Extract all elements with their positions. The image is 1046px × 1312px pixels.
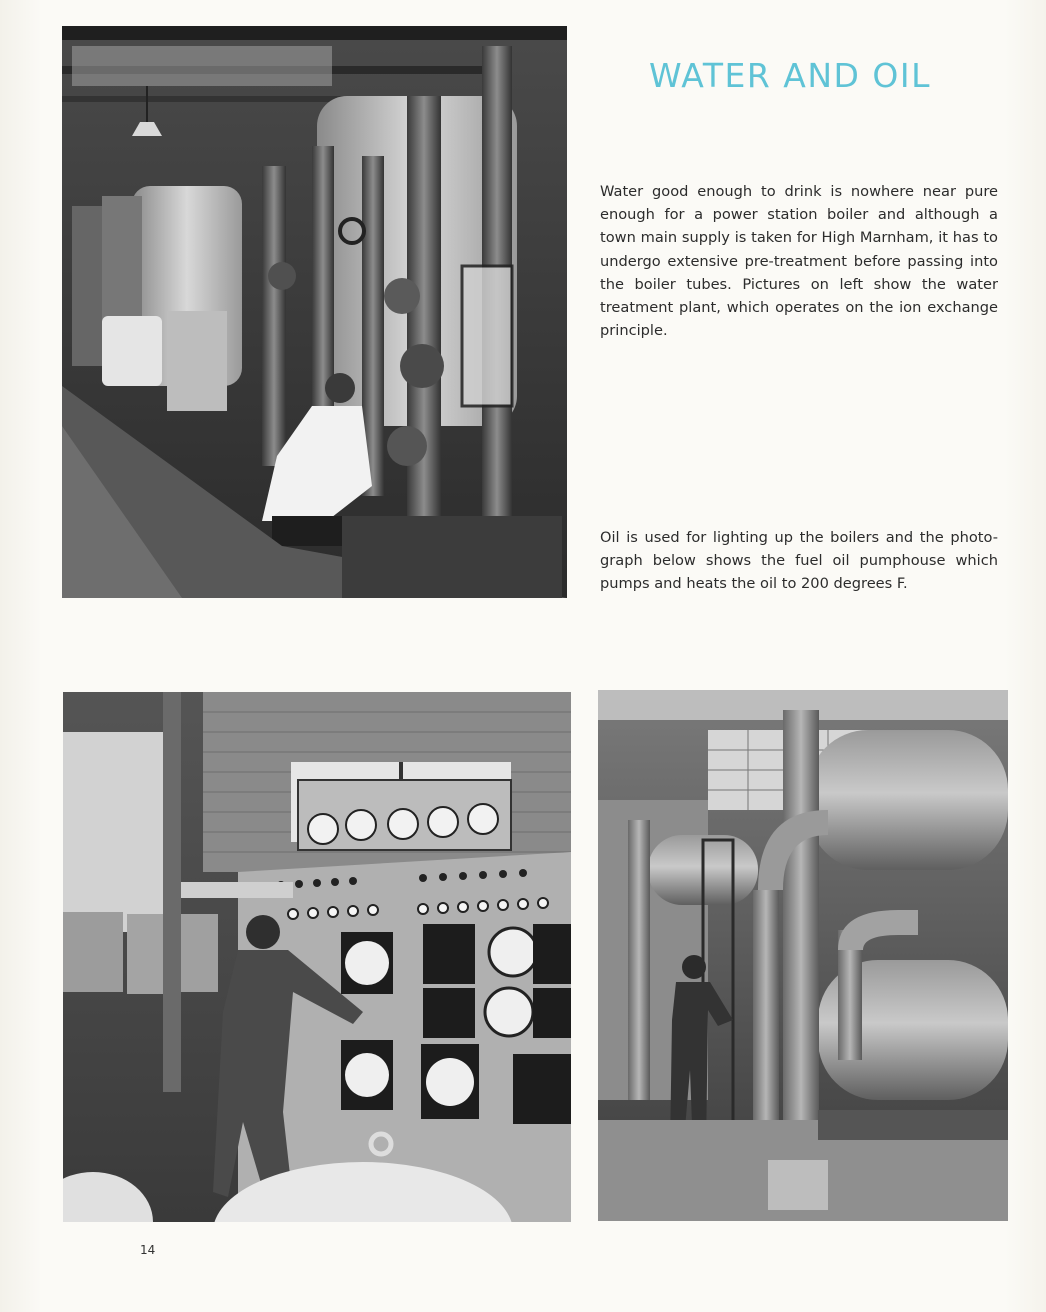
water-paragraph: Water good enough to drink is nowhere near pure enough for a power station boiler and although a town main supply is taken for High Marnham, it has to undergo extensive pre-treatment before passing into the boiler tubes. Pictures on left show the water treatment plant, which operates on the ion exchange principle. [600, 183, 998, 340]
oil-paragraph: Oil is used for lighting up the boilers and the photo-graph below shows the fuel oil pumphouse which pumps and heats the oil to 200 degrees F. [600, 529, 998, 593]
fuel-oil-pumphouse-photo [598, 690, 1008, 1221]
page-number: 14 [140, 1243, 156, 1257]
section-heading: WATER AND OIL [648, 56, 932, 95]
control-panel-photo [63, 692, 571, 1222]
water-treatment-photo [62, 26, 567, 598]
